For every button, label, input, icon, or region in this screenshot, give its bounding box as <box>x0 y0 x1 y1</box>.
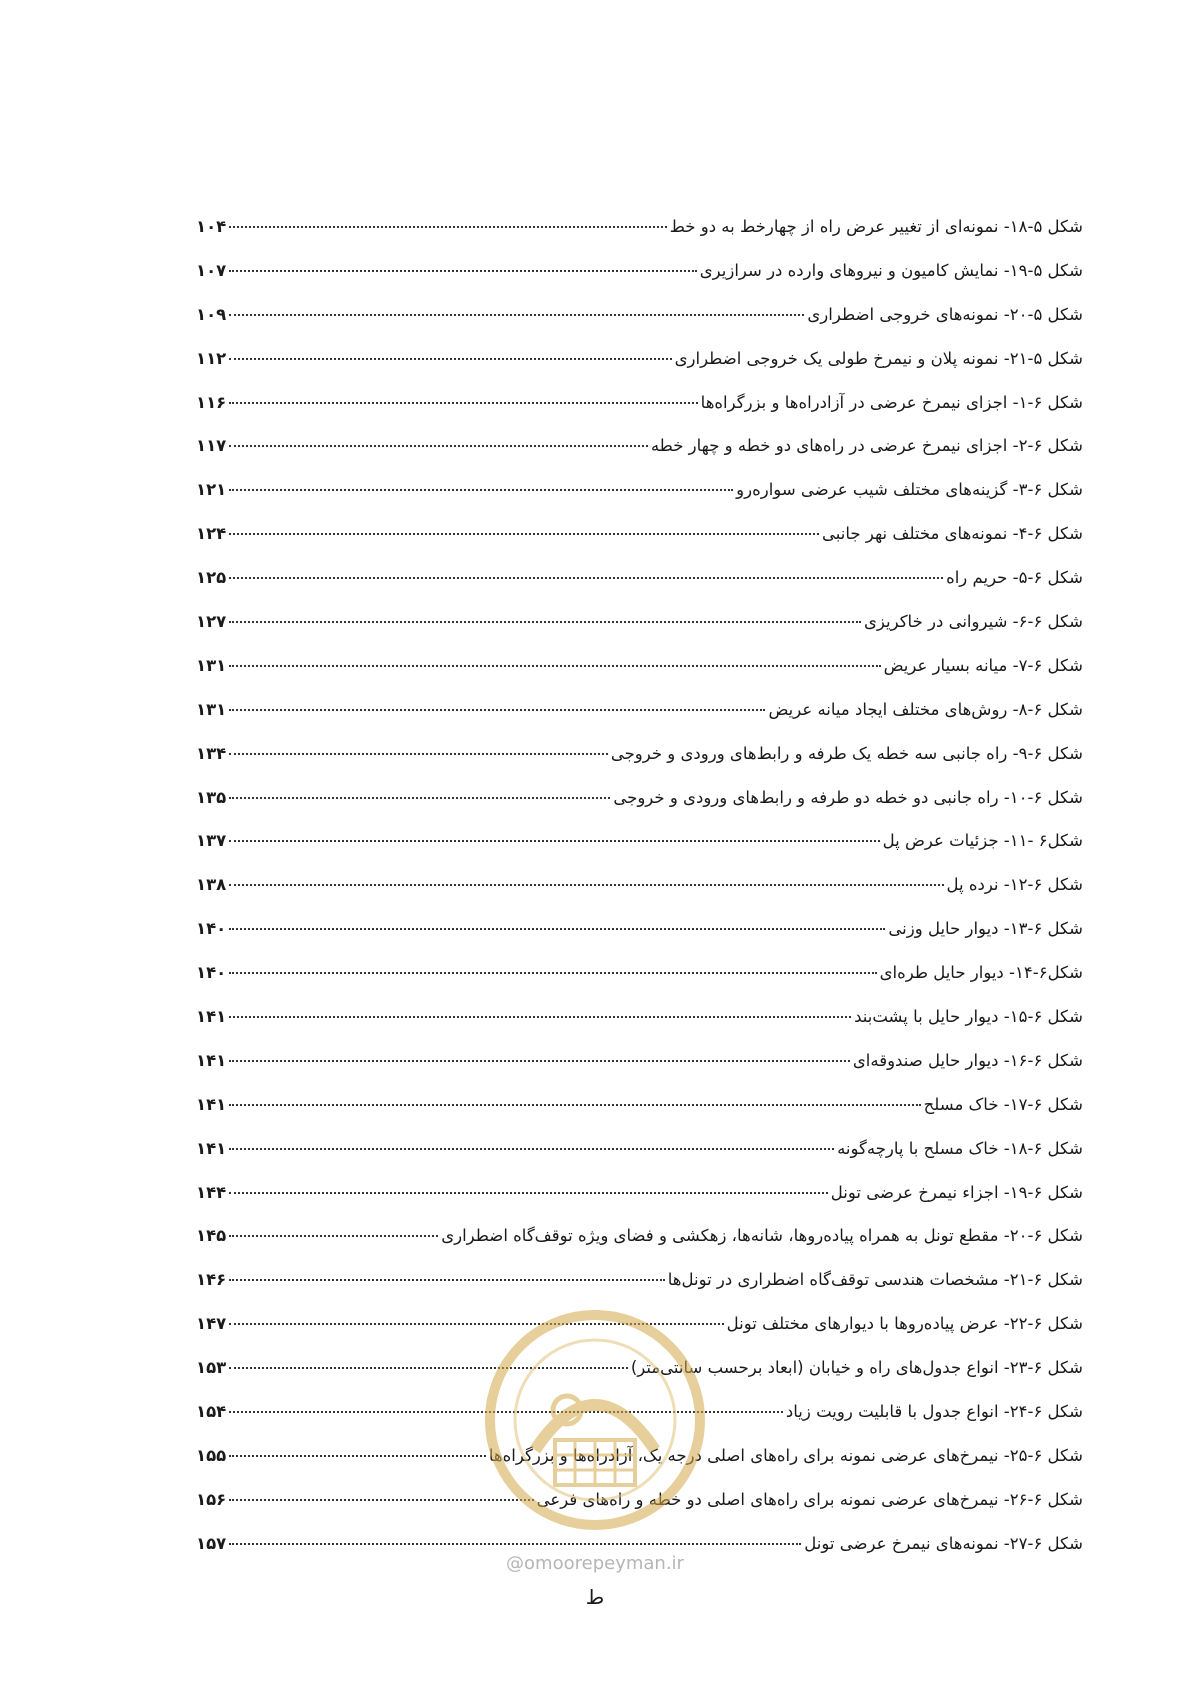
dot-leader <box>229 840 879 842</box>
entry-title: شکل ۶-۲۱- مشخصات هندسی توقف‌گاه اضطراری در تونل‌ها <box>667 1270 1083 1290</box>
watermark-url-text: omoorepeyman.ir <box>524 1553 684 1574</box>
watermark-logo <box>475 1300 715 1540</box>
entry-title: شکل ۵-۱۹- نمایش کامیون و نیروهای وارده در سرازیری <box>699 260 1083 280</box>
toc-entry[interactable] <box>196 1050 1083 1094</box>
entry-title: شکل ۶-۱۹- اجزاء نیمرخ عرضی تونل <box>830 1182 1083 1202</box>
entry-title: شکل ۶-۲۲- عرض پیاده‌روها با دیوارهای مختلف تونل <box>726 1314 1083 1334</box>
entry-page-number: ۱۴۰ <box>196 963 227 983</box>
toc-entry[interactable] <box>196 962 1083 1006</box>
dot-leader <box>229 1279 665 1281</box>
entry-title: شکل ۶-۹- راه جانبی سه خطه یک طرفه و رابط‌های ورودی و خروجی <box>610 743 1083 763</box>
toc-entry[interactable] <box>196 743 1083 787</box>
entry-title: شکل ۶-۶- شیروانی در خاکریزی <box>863 612 1083 632</box>
dot-leader <box>229 1455 486 1457</box>
entry-title: شکل ۶-۳- گزینه‌های مختلف شیب عرضی سواره‌رو <box>736 480 1083 500</box>
entry-page-number: ۱۵۴ <box>196 1402 227 1422</box>
toc-entry[interactable] <box>196 392 1083 436</box>
toc-entry[interactable] <box>196 523 1083 567</box>
dot-leader <box>229 1016 851 1018</box>
entry-page-number: ۱۰۹ <box>196 304 227 324</box>
page-number: ط <box>585 1585 605 1609</box>
toc-entry[interactable] <box>196 567 1083 611</box>
entry-page-number: ۱۲۷ <box>196 612 227 632</box>
toc-entry[interactable] <box>196 479 1083 523</box>
entry-title: شکل۶-۱۴- دیوار حایل طره‌ای <box>879 963 1083 983</box>
dot-leader <box>229 358 671 360</box>
entry-title: شکل ۶-۲۳- انواع جدول‌های راه و خیابان (ابعاد برحسب سانتی‌متر) <box>630 1358 1083 1378</box>
entry-page-number: ۱۳۵ <box>196 787 227 807</box>
entry-title: شکل ۶-۱۷- خاک مسلح <box>923 1094 1083 1114</box>
watermark-url <box>495 1553 695 1574</box>
entry-title: شکل ۶-۱۰- راه جانبی دو خطه دو طرفه و رابط‌های ورودی و خروجی <box>613 787 1083 807</box>
entry-title: شکل ۶-۵- حریم راه <box>946 568 1083 588</box>
entry-page-number: ۱۴۱ <box>196 1050 227 1070</box>
toc-entry[interactable] <box>196 1182 1083 1226</box>
dot-leader <box>229 445 648 447</box>
toc-entry[interactable] <box>196 699 1083 743</box>
dot-leader <box>229 314 804 316</box>
dot-leader <box>229 709 765 711</box>
dot-leader <box>229 665 880 667</box>
entry-page-number: ۱۲۱ <box>196 480 227 500</box>
entry-page-number: ۱۵۷ <box>196 1533 227 1553</box>
entry-title: شکل ۶-۱۲- نرده پل <box>946 875 1083 895</box>
dot-leader <box>229 928 885 930</box>
dot-leader <box>229 972 876 974</box>
entry-page-number: ۱۳۱ <box>196 699 227 719</box>
entry-page-number: ۱۳۱ <box>196 655 227 675</box>
entry-page-number: ۱۴۱ <box>196 1138 227 1158</box>
toc-entry[interactable] <box>196 830 1083 874</box>
dot-leader <box>229 1543 801 1545</box>
toc-entry[interactable] <box>196 918 1083 962</box>
entry-page-number: ۱۳۴ <box>196 743 227 763</box>
toc-entry[interactable] <box>196 1094 1083 1138</box>
toc-entry[interactable] <box>196 216 1083 260</box>
dot-leader <box>229 226 666 228</box>
entry-page-number: ۱۴۷ <box>196 1314 227 1334</box>
entry-page-number: ۱۴۵ <box>196 1226 227 1246</box>
entry-title: شکل ۶-۲۴- انواع جدول با قابلیت رویت زیاد <box>785 1402 1083 1422</box>
entry-page-number: ۱۵۳ <box>196 1358 227 1378</box>
entry-title: شکل ۶-۲۶- نیمرخ‌های عرضی نمونه برای راه‌های اصلی دو خطه و راه‌های فرعی <box>536 1489 1083 1509</box>
toc-entry[interactable] <box>196 304 1083 348</box>
dot-leader <box>229 533 819 535</box>
entry-title: شکل ۵-۱۸- نمونه‌ای از تغییر عرض راه از چهارخط به دو خط <box>669 217 1083 236</box>
entry-title: شکل۶ -۱۱- جزئیات عرض پل <box>882 831 1083 851</box>
entry-page-number: ۱۰۷ <box>196 260 227 280</box>
dot-leader <box>229 489 733 491</box>
toc-entry[interactable] <box>196 1006 1083 1050</box>
entry-page-number: ۱۲۵ <box>196 568 227 588</box>
entry-title: شکل ۶-۲- اجزای نیمرخ عرضی در راه‌های دو خطه و چهار خطه <box>650 436 1083 456</box>
at-icon: @ <box>506 1553 525 1574</box>
toc-entry[interactable] <box>196 260 1083 304</box>
dot-leader <box>229 621 861 623</box>
toc-entry[interactable] <box>196 348 1083 392</box>
dot-leader <box>229 577 943 579</box>
dot-leader <box>229 270 697 272</box>
toc-entry[interactable] <box>196 787 1083 831</box>
entry-title: شکل ۶-۱- اجزای نیمرخ عرضی در آزادراه‌ها و بزرگراه‌ها <box>700 392 1083 412</box>
toc-entry[interactable] <box>196 435 1083 479</box>
toc-entry[interactable] <box>196 874 1083 918</box>
entry-title: شکل ۶-۸- روش‌های مختلف ایجاد میانه عریض <box>768 699 1083 719</box>
dot-leader <box>229 753 608 755</box>
entry-page-number: ۱۴۴ <box>196 1182 227 1202</box>
dot-leader <box>229 797 610 799</box>
entry-page-number: ۱۵۵ <box>196 1445 227 1465</box>
entry-page-number: ۱۳۸ <box>196 875 227 895</box>
entry-page-number: ۱۴۱ <box>196 1007 227 1027</box>
entry-title: شکل ۶-۱۸- خاک مسلح با پارچه‌گونه <box>837 1138 1083 1158</box>
toc-entry[interactable] <box>196 655 1083 699</box>
toc-entry[interactable] <box>196 1225 1083 1269</box>
entry-page-number: ۱۰۴ <box>196 217 227 236</box>
entry-title: شکل ۵-۲۰- نمونه‌های خروجی اضطراری <box>807 304 1083 324</box>
entry-title: شکل ۶-۲۰- مقطع تونل به همراه پیاده‌روها، شانه‌ها، زهکشی و فضای ویژه توقف‌گاه اضطراری <box>441 1226 1083 1246</box>
entry-page-number: ۱۵۶ <box>196 1489 227 1509</box>
entry-page-number: ۱۳۷ <box>196 831 227 851</box>
entry-title: شکل ۶-۷- میانه بسیار عریض <box>883 655 1083 675</box>
toc-entry[interactable] <box>196 611 1083 655</box>
entry-title: شکل ۶-۱۵- دیوار حایل با پشت‌بند <box>854 1007 1083 1027</box>
entry-page-number: ۱۲۴ <box>196 524 227 544</box>
dot-leader <box>229 402 697 404</box>
entry-page-number: ۱۱۷ <box>196 436 227 456</box>
entry-title: شکل ۶-۴- نمونه‌های مختلف نهر جانبی <box>822 524 1083 544</box>
entry-title: شکل ۶-۱۶- دیوار حایل صندوقه‌ای <box>852 1050 1083 1070</box>
entry-page-number: ۱۱۲ <box>196 348 227 368</box>
entry-page-number: ۱۴۰ <box>196 919 227 939</box>
toc-entry[interactable] <box>196 1138 1083 1182</box>
dot-leader <box>229 1148 834 1150</box>
entry-title: شکل ۶-۲۷- نمونه‌های نیمرخ عرضی تونل <box>804 1533 1083 1553</box>
entry-title: شکل ۶-۲۵- نیمرخ‌های عرضی نمونه برای راه‌های اصلی درجه یک، آزادراه‌ها و بزرگراه‌ها <box>488 1445 1083 1465</box>
dot-leader <box>229 1192 828 1194</box>
entry-title: شکل ۶-۱۳- دیوار حایل وزنی <box>888 919 1083 939</box>
dot-leader <box>229 1060 850 1062</box>
entry-title: شکل ۵-۲۱- نمونه پلان و نیمرخ طولی یک خروجی اضطراری <box>674 348 1083 368</box>
entry-page-number: ۱۴۱ <box>196 1094 227 1114</box>
dot-leader <box>229 1104 920 1106</box>
dot-leader <box>229 884 943 886</box>
dot-leader <box>229 1235 438 1237</box>
entry-page-number: ۱۴۶ <box>196 1270 227 1290</box>
entry-page-number: ۱۱۶ <box>196 392 227 412</box>
